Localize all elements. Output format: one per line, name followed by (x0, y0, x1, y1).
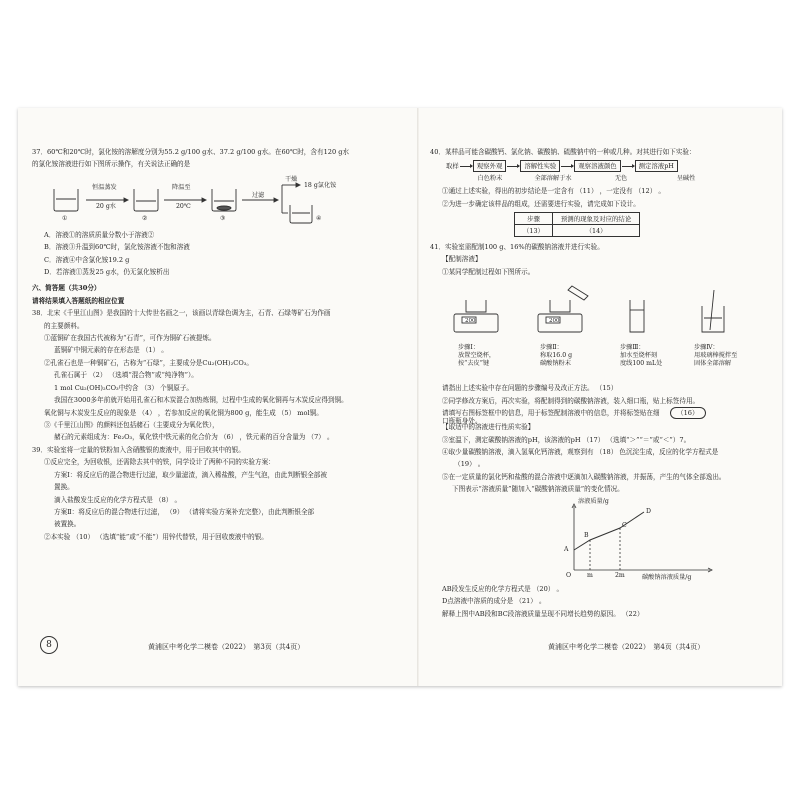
q41-line: AB段发生反应的化学方程式是 （20） 。 (442, 584, 564, 593)
q37-option-b: B．溶液③升温到60℃时，氯化铵溶液不饱和溶液 (44, 243, 190, 252)
q38-line: 孔雀石属于 （2） （选填“混合物”或“纯净物”）。 (54, 371, 198, 380)
q39-line: ②本实验 （10） （选填“能”或“不能”）用锌代替铁，用于回收废液中的银。 (44, 532, 268, 541)
graph-origin: O (566, 571, 572, 579)
step3-label: 过滤 (252, 191, 265, 199)
q38-line: 38．北宋《千里江山图》是我国的十大传世名画之一，该画以青绿色调为主，石青、石绿等矿石为作画 (32, 309, 331, 318)
page-fold (417, 108, 419, 686)
q39-line: 方案Ⅰ：将反应后的混合物进行过滤，取少量滤渣，滴入稀盐酸，产生气泡，由此判断银全部被 (54, 470, 327, 479)
step-1-caption (458, 344, 495, 367)
beaker-2-number: ② (142, 214, 148, 222)
balance-diagram (440, 280, 770, 342)
right-page (430, 148, 770, 622)
arrow-icon (460, 166, 472, 167)
section-heading: 六、简答题（共30分） (32, 284, 101, 293)
observation: 呈碱性 (676, 175, 696, 183)
step-3-caption (620, 344, 662, 367)
step-text: 度线100 mL处 (620, 359, 663, 367)
question-38 (32, 309, 397, 441)
page-number-badge: 8 (40, 636, 58, 654)
table-header: 预测的现象及对应的结论 (552, 213, 639, 225)
step-text: 加水至烧杯刻 (620, 352, 658, 360)
bottle-label-box: （16） (670, 407, 706, 419)
flow-box: 观察溶液颜色 (574, 160, 620, 172)
answer-notice: 请将结果填入答题纸的相应位置 (32, 296, 125, 305)
step-text: 用玻璃棒搅拌至 (694, 352, 738, 360)
step1-label-b: 20 g水 (96, 202, 116, 210)
q38-line: 蓝铜矿中铜元素的存在形态是 （1） 。 (54, 346, 168, 355)
left-footer: 黄浦区中考化学二模卷（2022） 第3页（共4页） (148, 643, 305, 651)
q41-line: 41．实验室需配制100 g、16%的碳酸钠溶液并进行实验。 (430, 243, 604, 252)
product-label: 18 g氯化铵 (304, 181, 337, 189)
dry-label: 干燥 (285, 175, 298, 183)
x-tick: 2m (615, 571, 625, 579)
point-c: C (622, 521, 627, 529)
step2-label-a: 降温至 (172, 183, 191, 191)
q39-line: 方案Ⅱ：将反应后的混合物进行过滤， （9） （请将实验方案补充完整），由此判断银全部 (54, 507, 315, 516)
step-text: 固体全部溶解 (694, 359, 732, 367)
exam-sheet (18, 108, 782, 686)
step-text: 放置空烧杯， (458, 352, 496, 360)
step-title: 步骤Ⅲ： (620, 344, 645, 352)
x-tick: m (587, 571, 593, 579)
label-row (430, 409, 770, 426)
q41-line: （19） 。 (452, 460, 485, 469)
beaker-diagram (52, 173, 372, 225)
q40-line: ②为进一步确定该样品的组成，还需要进行实验，请完成如下设计。 (442, 199, 640, 208)
preparation-steps (440, 280, 770, 380)
step-title: 步骤Ⅱ： (540, 344, 563, 352)
graph-axes (560, 498, 720, 582)
q37-option-c: C．溶液④中含氯化铵19.2 g (44, 255, 130, 264)
q40-line: ①通过上述实验，得出的初步结论是一定含有 （11） ，一定没有 （12） 。 (442, 187, 665, 196)
step-text: 碳酸钠粉末 (540, 359, 571, 367)
q37-option-d: D．若溶液①蒸发25 g水，仍无氯化铵析出 (44, 268, 170, 277)
q38-line: ②孔雀石也是一种铜矿石，古称为“石绿”，主要成分是Cu₂(OH)₂CO₃。 (44, 358, 253, 367)
q41-line: ①某同学配制过程如下图所示。 (442, 267, 535, 276)
question-40 (430, 148, 770, 237)
beaker-1-number: ① (62, 214, 68, 222)
left-page (32, 148, 397, 545)
q41-line: ③室温下，测定碳酸钠溶液的pH，该溶液的pH （17） （选填“＞”“＝”或“＜”）7。 (442, 435, 691, 444)
q39-line: 滴入盐酸发生反应的化学方程式是 （8） 。 (54, 495, 182, 504)
table-header: 步骤 (515, 213, 553, 225)
arrow-icon (561, 166, 573, 167)
q41-line: ②同学修改方案后，再次实验，将配制得到的碳酸钠溶液，装入细口瓶，贴上标签待用。 (442, 396, 700, 405)
q39-line: 被置换。 (54, 520, 81, 529)
q38-line: 氧化铜与木炭发生反应的现象是 （4） ，若参加反应的氧化铜为800 g，能生成 （5） mol铜。 (44, 408, 323, 417)
q39-line: 置换。 (54, 483, 74, 492)
arrow-icon (622, 166, 634, 167)
q41-line: 请指出上述实验中存在问题的步骤编号及改正方法。 （15） (442, 384, 618, 393)
point-d: D (646, 507, 651, 515)
step-4-caption (694, 344, 737, 367)
point-b: B (584, 531, 589, 539)
solution-mass-graph (560, 498, 770, 582)
graph-y-label: 溶液质量/g (578, 497, 609, 505)
question-39 (32, 446, 397, 541)
flow-start: 取样 (446, 162, 459, 171)
q38-line: 的主要颜料。 (44, 321, 84, 330)
question-37 (32, 148, 397, 276)
balance-display: 200 (549, 318, 560, 325)
graph-x-label: 碳酸钠溶液质量/g (642, 573, 692, 581)
q37-procedure-figure (52, 173, 397, 225)
q39-line: 39．实验室将一定量的铁粉加入含硝酸银的废液中，用于回收其中的银。 (32, 445, 245, 454)
q37-option-a: A．溶液①的溶质质量分数小于溶液② (44, 230, 155, 239)
right-footer: 黄浦区中考化学二模卷（2022） 第4页（共4页） (548, 643, 705, 651)
arrow-icon (507, 166, 519, 167)
q41-line: 请填写右图标签框中的信息，用于标签配制溶液中的信息，并将标签贴在细口瓶瓶身处。 (442, 409, 660, 426)
q38-line: ③《千里江山图》的颜料还包括赭石（主要成分为氧化铁）， (44, 420, 219, 429)
q39-line: ①反应完全，为回收银，还需除去其中的铁，同学设计了两种不同的实验方案： (44, 458, 275, 467)
step-text: 称取16.0 g (540, 352, 573, 360)
table-cell: （13） (515, 225, 553, 237)
step-title: 步骤Ⅳ： (694, 344, 719, 352)
flow-box: 溶解性实验 (520, 160, 560, 172)
step1-label-a: 恒温蒸发 (92, 183, 117, 191)
q38-line: 1 mol Cu₂(OH)₂CO₃中约含 （3） 个铜原子。 (54, 383, 194, 392)
flow-box: 观察外观 (473, 160, 507, 172)
q38-line: 赭石的元素组成为：Fe₂O₃，氧化铁中铁元素的化合价为 （6） ，铁元素的百分含量为 （7） 。 (54, 433, 334, 442)
q37-stem-line2: 的氯化铵溶液进行如下图所示操作，有关说法正确的是 (32, 160, 191, 169)
q40-flowchart (446, 160, 770, 172)
q40-design-table (514, 212, 640, 237)
observation: 白色粉末 (477, 175, 503, 183)
q41-line: 【取适中的溶液进行性质实验】 (442, 423, 535, 432)
step-text: 按“去皮”键 (458, 359, 490, 367)
step2-label-b: 20℃ (176, 202, 191, 210)
step-2-caption (540, 344, 572, 367)
observation: 无色 (614, 175, 628, 183)
q41-line: ④取少量碳酸钠溶液，滴入氢氧化钙溶液，观察到有 （18） 色沉淀生成，反应的化学方程式是 (442, 447, 719, 456)
q41-line: ⑤在一定质量的氯化钙和盐酸的混合溶液中逐滴加入碳酸钠溶液，并振荡，产生的气体全部逸出。 (442, 472, 726, 481)
q41-line: 下图表示“溶液质量”随加入“碳酸钠溶液质量”的变化情况。 (452, 485, 624, 494)
point-a: A (564, 545, 569, 553)
beaker-4-number: ④ (316, 214, 322, 222)
q41-line: D点溶液中溶质的成分是 （21） 。 (442, 597, 546, 606)
q41-line: 解释上图中AB段和BC段溶液质量呈现不同增长趋势的原因。 （22） (442, 609, 644, 618)
q38-line: 我国在3000多年前就开始用孔雀石和木炭混合加热炼铜，过程中生成的氧化铜再与木炭反应得到铜。 (54, 396, 348, 405)
q37-stem-line1: 37．60℃和20℃时，氯化铵的溶解度分别为55.2 g/100 g水、37.2 g/100 g水。在60℃时，含有120 g水 (32, 148, 350, 156)
balance-display: 200 (465, 318, 476, 325)
q41-line: 【配制溶液】 (442, 255, 482, 264)
q40-line: 40．某样品可能含碳酸钙、氯化钠、碳酸钠、硫酸钠中的一种或几种。对其进行如下实验： (430, 148, 696, 156)
observation: 全部溶解于水 (534, 175, 572, 183)
flow-observations (460, 175, 770, 183)
step-title: 步骤Ⅰ： (458, 344, 480, 352)
beaker-3-number: ③ (220, 214, 226, 222)
question-41 (430, 243, 770, 618)
flow-box: 测定溶液pH (635, 160, 678, 172)
table-cell: （14） (552, 225, 639, 237)
q38-line: ①蓝铜矿在我国古代被称为“石青”，可作为铜矿石被提炼。 (44, 334, 216, 343)
